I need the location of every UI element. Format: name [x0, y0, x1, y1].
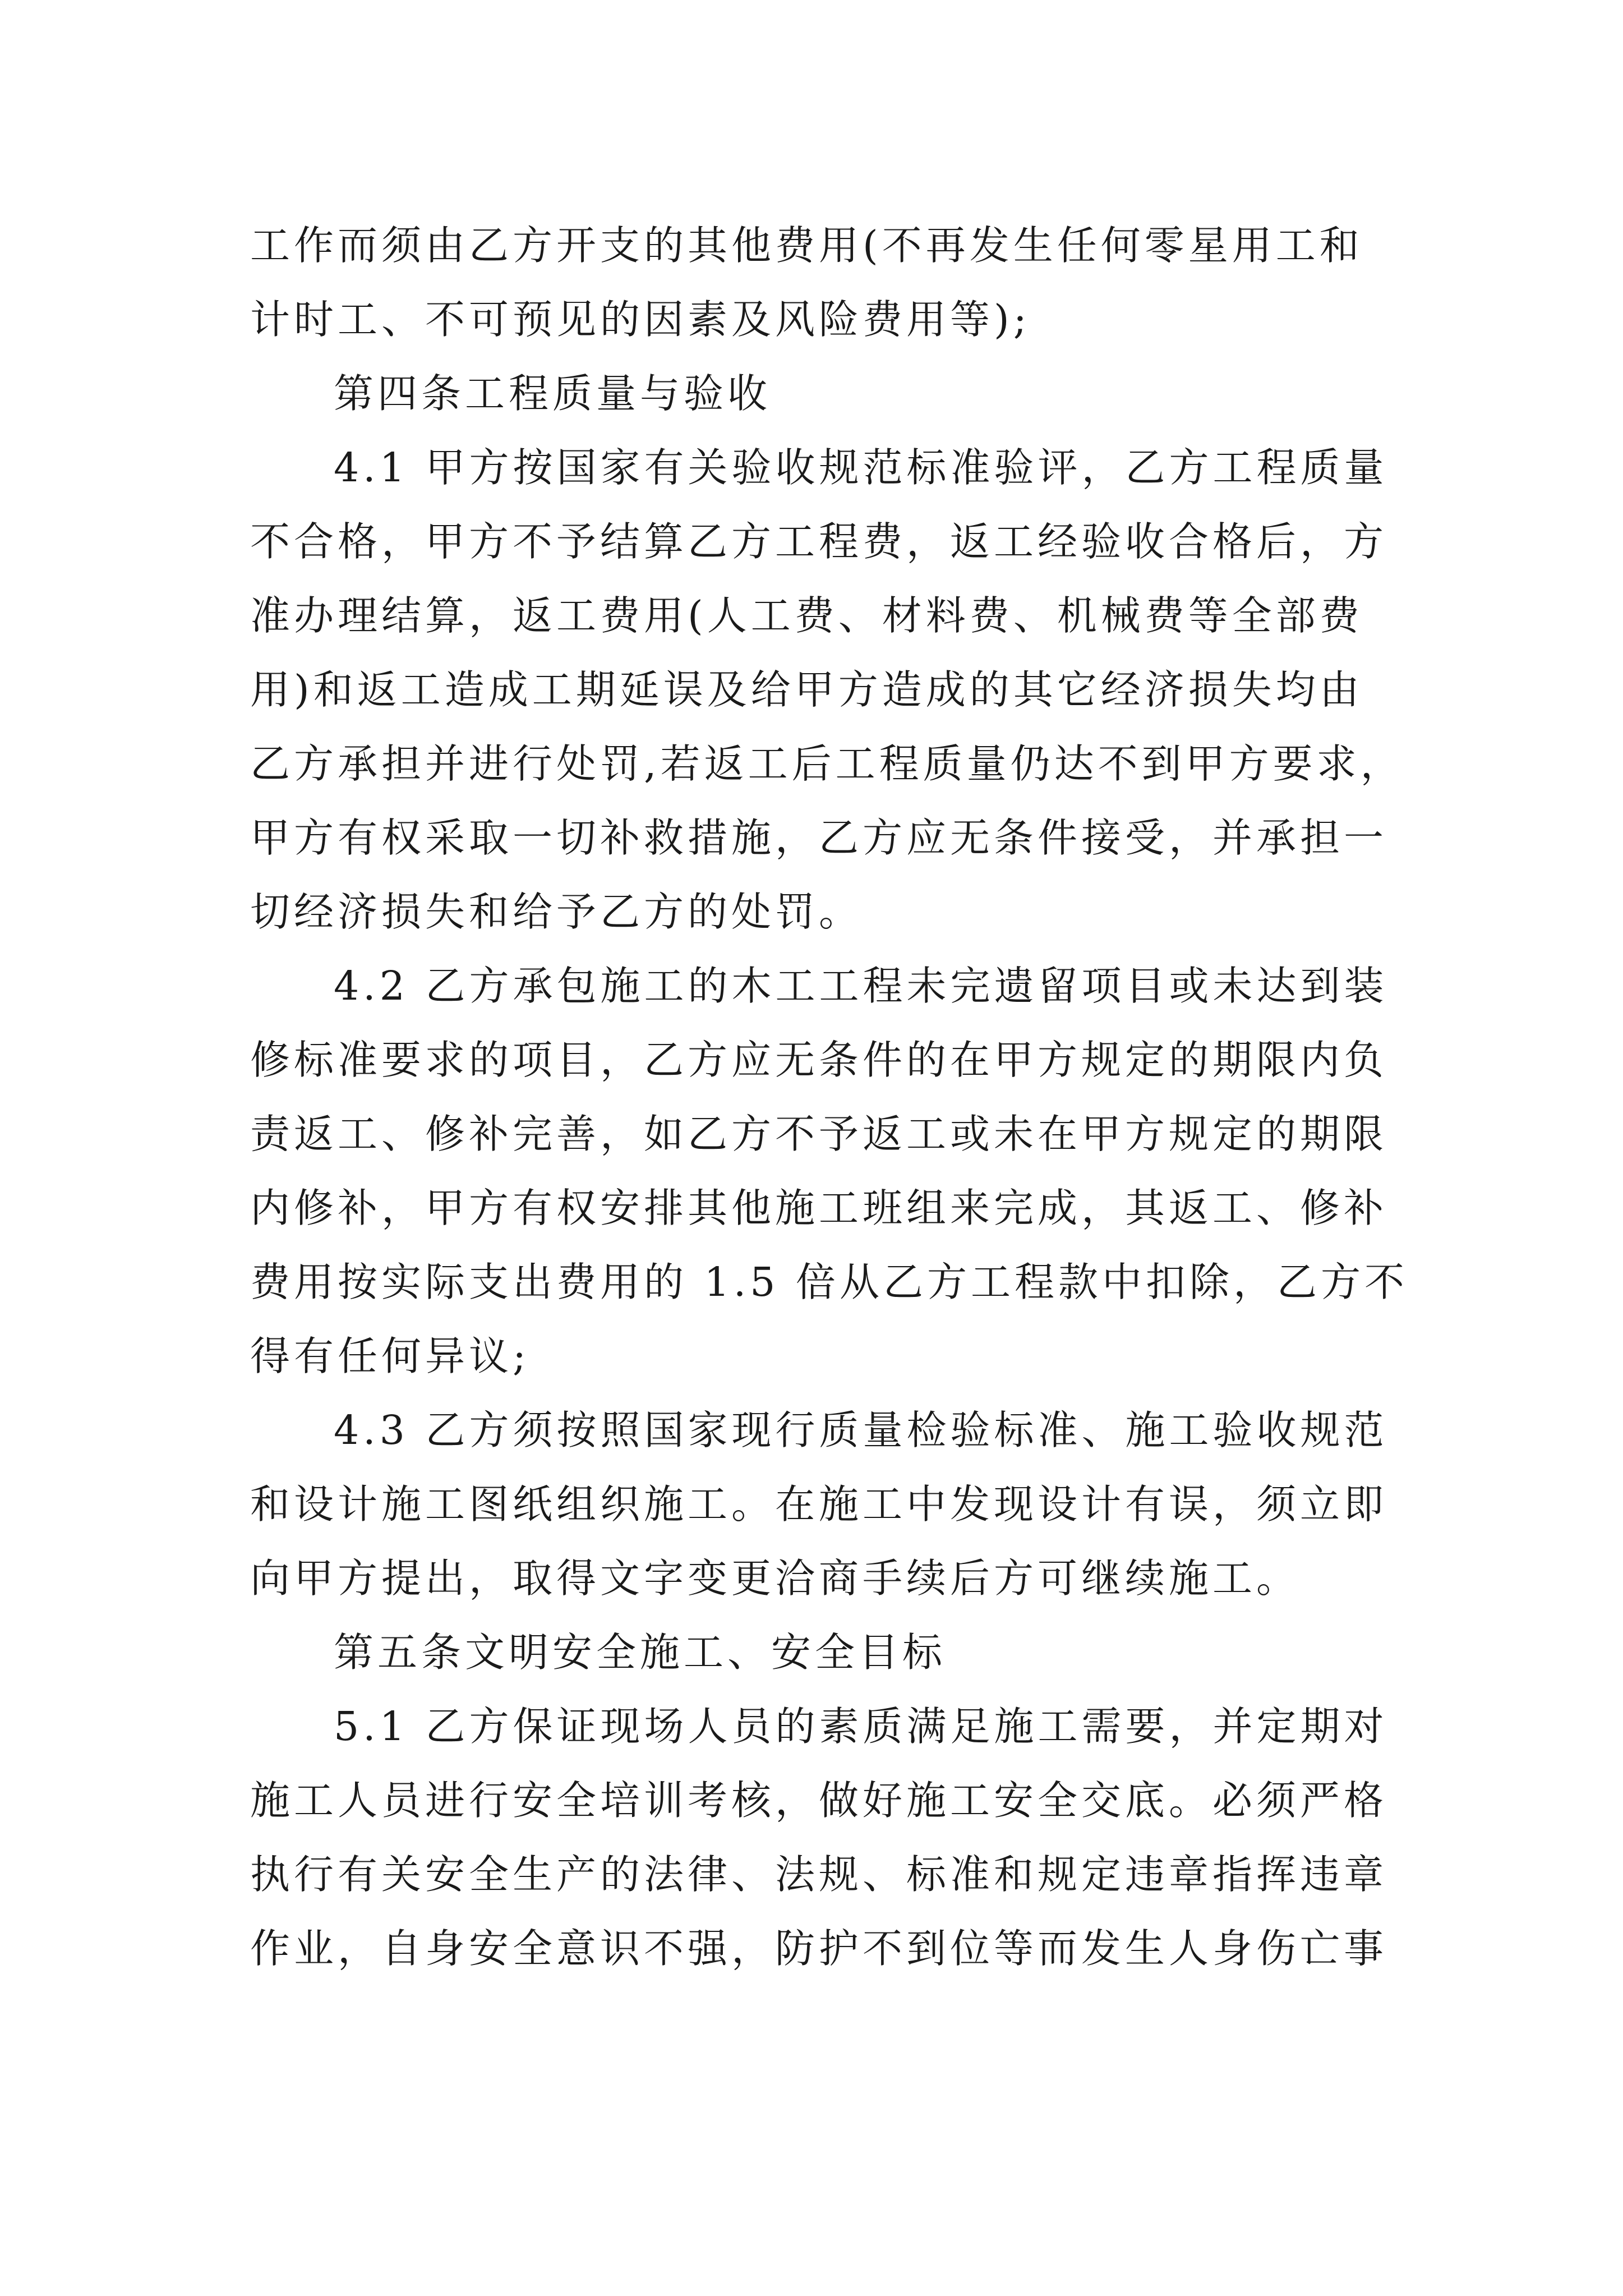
text-line: 不合格，甲方不予结算乙方工程费，返工经验收合格后，方	[250, 518, 1388, 565]
text-line: 计时工、不可预见的因素及风险费用等);	[250, 296, 1031, 343]
text-line: 费用按实际支出费用的 1.5 倍从乙方工程款中扣除，乙方不	[250, 1259, 1409, 1305]
text-line: 执行有关安全生产的法律、法规、标准和规定违章指挥违章	[250, 1851, 1388, 1898]
article-heading: 第四条工程质量与验收	[334, 370, 772, 417]
text-line: 修标准要求的项目，乙方应无条件的在甲方规定的期限内负	[250, 1037, 1388, 1083]
text-line: 施工人员进行安全培训考核，做好施工安全交底。必须严格	[250, 1777, 1388, 1824]
clause-start: 5.1 乙方保证现场人员的素质满足施工需要，并定期对	[334, 1703, 1388, 1750]
text-line: 准办理结算，返工费用(人工费、材料费、机械费等全部费	[250, 592, 1363, 639]
clause-start: 4.1 甲方按国家有关验收规范标准验评，乙方工程质量	[334, 444, 1388, 491]
text-line: 乙方承担并进行处罚,若返工后工程质量仍达不到甲方要求，	[250, 740, 1404, 787]
text-line: 甲方有权采取一切补救措施，乙方应无条件接受，并承担一	[250, 815, 1388, 861]
text-line: 作业，自身安全意识不强，防护不到位等而发生人身伤亡事	[250, 1925, 1388, 1972]
text-line: 切经济损失和给予乙方的处罚。	[250, 889, 863, 935]
body-text	[250, 209, 1409, 1986]
text-line: 工作而须由乙方开支的其他费用(不再发生任何零星用工和	[250, 222, 1363, 269]
text-line: 内修补，甲方有权安排其他施工班组来完成，其返工、修补	[250, 1185, 1388, 1231]
text-line: 向甲方提出，取得文字变更洽商手续后方可继续施工。	[250, 1555, 1301, 1602]
article-heading: 第五条文明安全施工、安全目标	[334, 1629, 947, 1676]
clause-start: 4.2 乙方承包施工的木工工程未完遗留项目或未达到装	[334, 963, 1388, 1009]
clause-start: 4.3 乙方须按照国家现行质量检验标准、施工验收规范	[334, 1407, 1388, 1453]
text-line: 用)和返工造成工期延误及给甲方造成的其它经济损失均由	[250, 666, 1363, 713]
text-line: 得有任何异议;	[250, 1333, 530, 1379]
text-line: 责返工、修补完善，如乙方不予返工或未在甲方规定的期限	[250, 1111, 1388, 1157]
text-line: 和设计施工图纸组织施工。在施工中发现设计有误，须立即	[250, 1481, 1388, 1527]
